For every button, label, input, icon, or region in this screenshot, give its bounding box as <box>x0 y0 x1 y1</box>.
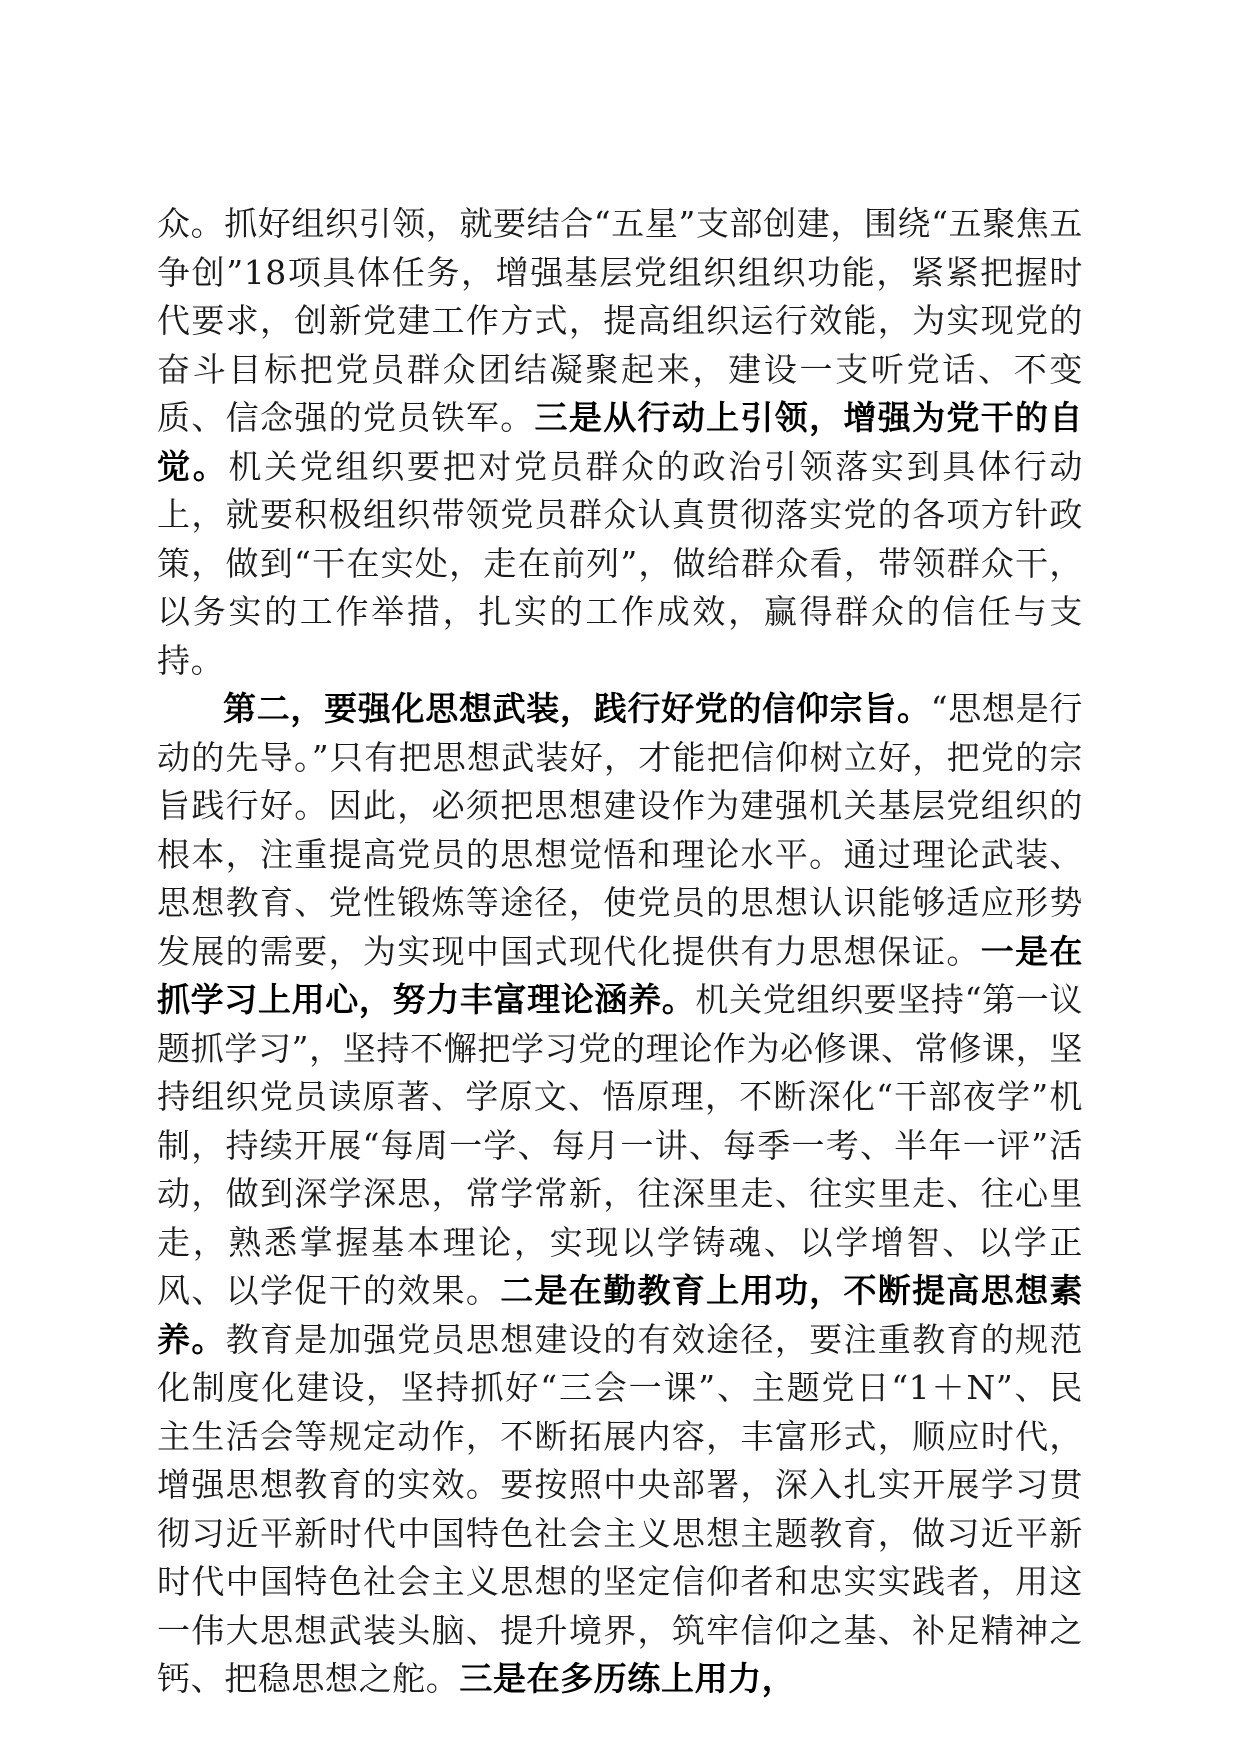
paragraph-2-section-heading: 第二，要强化思想武装，践行好党的信仰宗旨。 <box>223 689 931 728</box>
paragraph-2 <box>157 685 1083 1704</box>
paragraph-2-bold-heading-3: 三是在多历练上用力， <box>459 1659 796 1698</box>
paragraph-2-bold-heading-2: 二是在勤教育上用功，不断提高思想素养。 <box>157 1271 1084 1359</box>
paragraph-2-text-2: 机关党组织要坚持“第一议题抓学习”，坚持不懈把学习党的理论作为必修课、常修课，坚持组织党员读原著、学原文、悟原理，不断深化“干部夜学”机制，持续开展“每周一学、每月一讲、每季一考、半年一评”活动，做到深学深思，常学常新，往深里走、往实里走、往心里走，熟悉掌握基本理论，实现以学铸魂、以学增智、以学正风、以学促干的效果。 <box>157 980 1083 1310</box>
paragraph-2-bold-heading-1: 一是在抓学习上用心，努力丰富理论涵养。 <box>157 931 1083 1019</box>
document-body <box>157 200 1083 1704</box>
paragraph-1 <box>157 200 1083 685</box>
paragraph-2-text-3: 教育是加强党员思想建设的有效途径，要注重教育的规范化制度化建设，坚持抓好“三会一课”、主题党日“1＋N”、民主生活会等规定动作，不断拓展内容，丰富形式，顺应时代，增强思想教育的实效。要按照中央部署，深入扎实开展学习贯彻习近平新时代中国特色社会主义思想主题教育，做习近平新时代中国特色社会主义思想的坚定信仰者和忠实实践者，用这一伟大思想武装头脑、提升境界，筑牢信仰之基、补足精神之钙、把稳思想之舵。 <box>157 1319 1084 1698</box>
paragraph-1-text-2: 机关党组织要把对党员群众的政治引领落实到具体行动上，就要积极组织带领党员群众认真贯彻落实党的各项方针政策，做到“干在实处，走在前列”，做给群众看，带领群众干，以务实的工作举措，扎实的工作成效，赢得群众的信任与支持。 <box>157 446 1084 680</box>
paragraph-1-bold-heading: 三是从行动上引领，增强为党干的自觉。 <box>157 398 1083 486</box>
paragraph-1-text-1: 众。抓好组织引领，就要结合“五星”支部创建，围绕“五聚焦五争创”18项具体任务，增强基层党组织组织功能，紧紧把握时代要求，创新党建工作方式，提高组织运行效能，为实现党的奋斗目标把党员群众团结凝聚起来，建设一支听党话、不变质、信念强的党员铁军。 <box>157 204 1084 437</box>
paragraph-2-text-1: “思想是行动的先导。”只有把思想武装好，才能把信仰树立好，把党的宗旨践行好。因此，必须把思想建设作为建强机关基层党组织的根本，注重提高党员的思想觉悟和理论水平。通过理论武装、思想教育、党性锻炼等途径，使党员的思想认识能够适应形势发展的需要，为实现中国式现代化提供有力思想保证。 <box>157 689 1083 971</box>
